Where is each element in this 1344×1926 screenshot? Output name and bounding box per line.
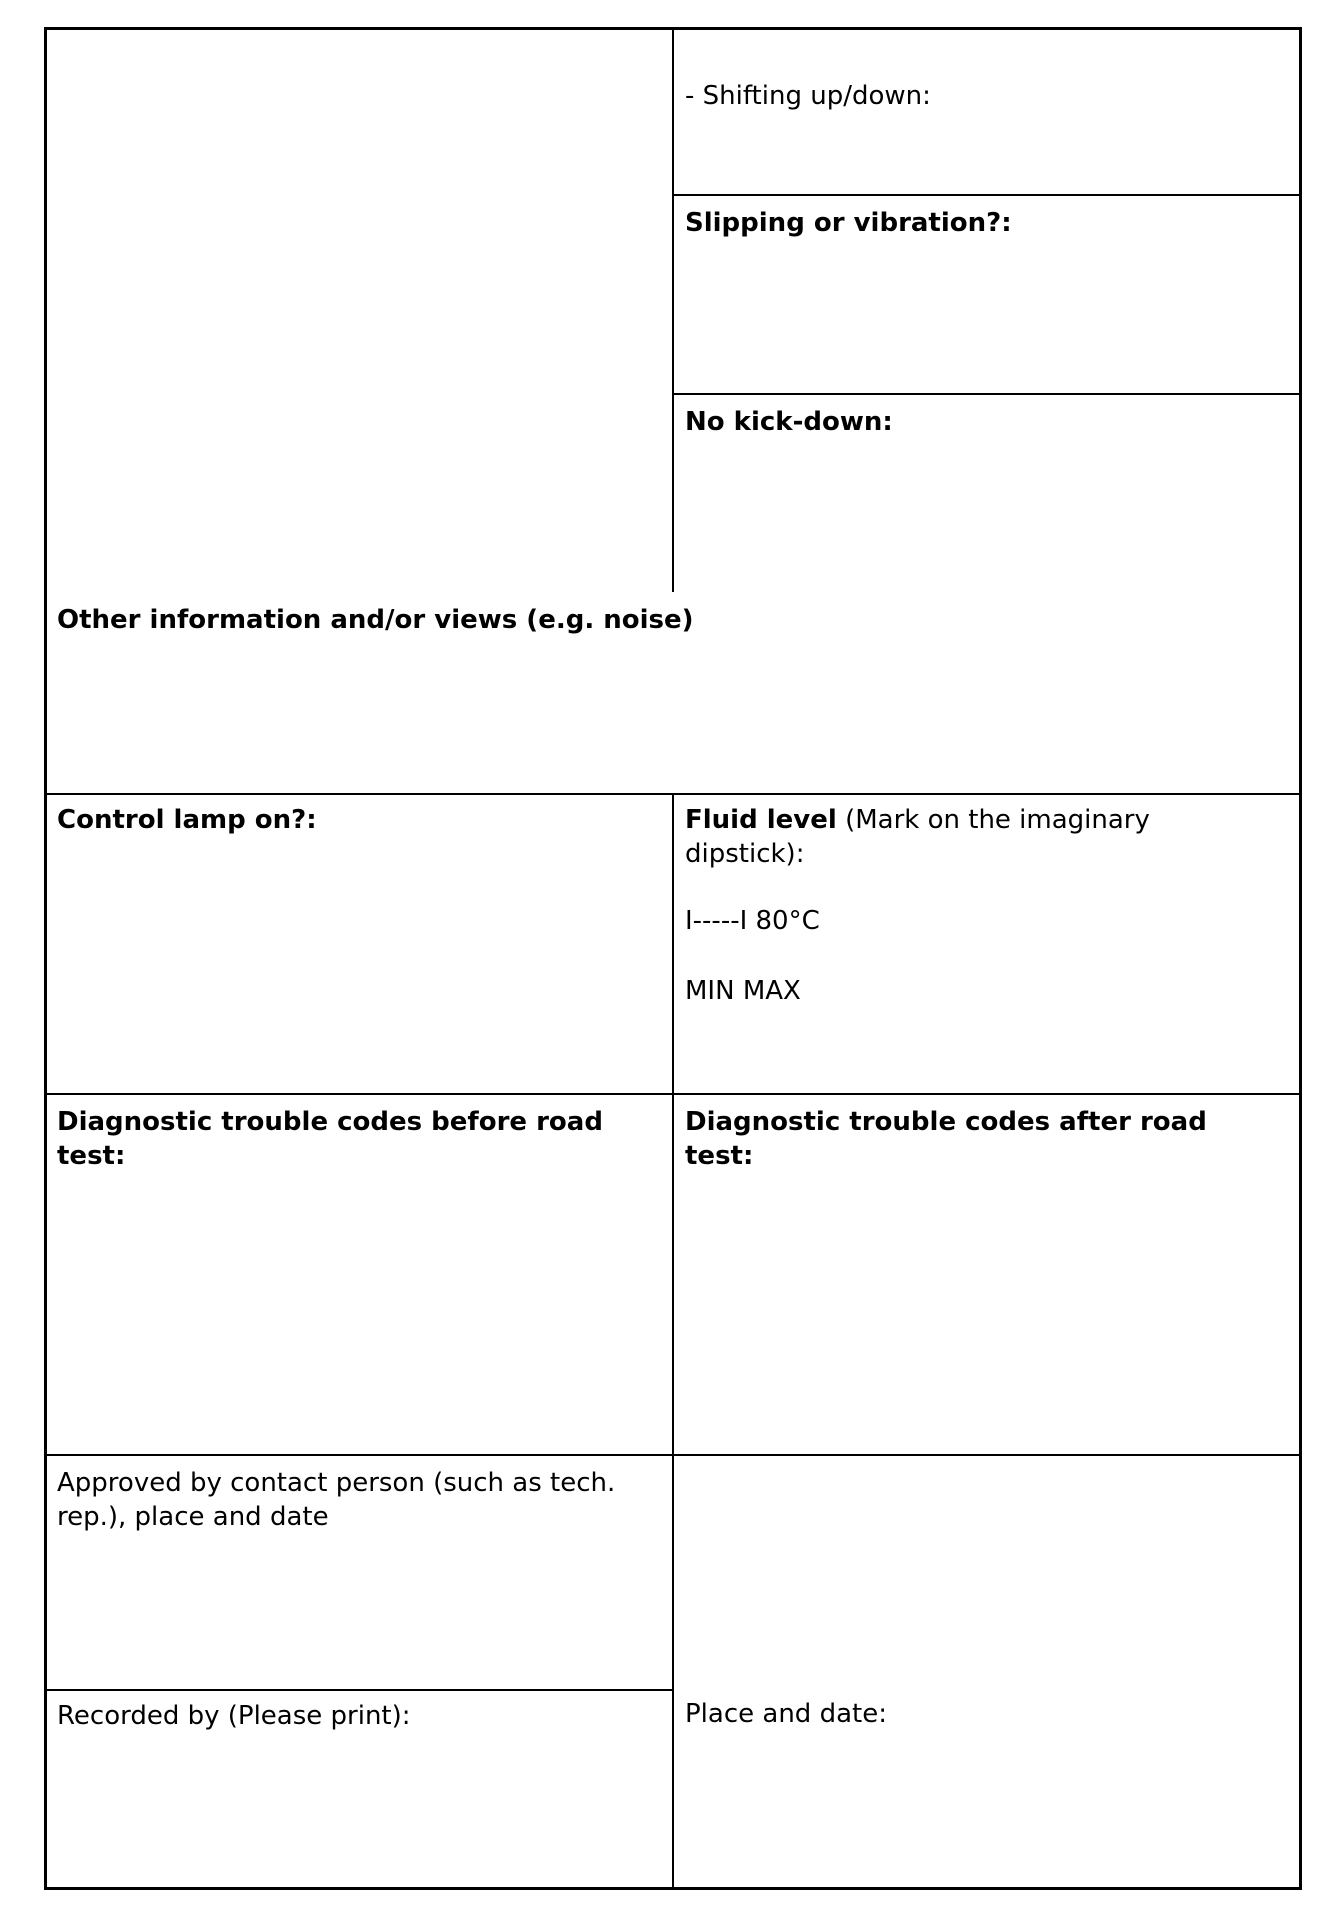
divider-slipping-bottom <box>672 393 1302 395</box>
divider-lamp-bottom <box>47 1093 1302 1095</box>
divider-dtc-bottom <box>47 1454 1302 1456</box>
fluid-level-heading <box>685 803 1245 871</box>
dipstick-minmax: MIN MAX <box>685 976 801 1006</box>
divider-approved-bottom <box>47 1689 674 1691</box>
divider-top-vertical <box>672 30 674 592</box>
approved-label: Approved by contact person (such as tech. rep.), place and date <box>57 1468 616 1532</box>
divider-other-info-bottom <box>47 793 1302 795</box>
fluid-level-label: Fluid level <box>685 805 837 835</box>
fluid-level-note: (Mark on the imaginary dipstick): <box>685 805 1150 869</box>
control-lamp-label: Control lamp on?: <box>57 805 317 835</box>
kickdown-label: No kick-down: <box>685 407 893 437</box>
recorded-label: Recorded by (Please print): <box>57 1701 411 1731</box>
dipstick-scale: I-----I 80°C <box>685 906 820 936</box>
divider-lower-vertical <box>672 793 674 1890</box>
other-info-label: Other information and/or views (e.g. noise) <box>57 605 694 635</box>
dtc-before-label: Diagnostic trouble codes before road test: <box>57 1107 603 1171</box>
shifting-label: - Shifting up/down: <box>685 81 931 111</box>
divider-shifting-bottom <box>672 194 1302 196</box>
place-date-label: Place and date: <box>685 1699 887 1729</box>
dtc-after-label: Diagnostic trouble codes after road test: <box>685 1107 1207 1171</box>
road-test-form <box>44 27 1302 1890</box>
slipping-label: Slipping or vibration?: <box>685 208 1012 238</box>
